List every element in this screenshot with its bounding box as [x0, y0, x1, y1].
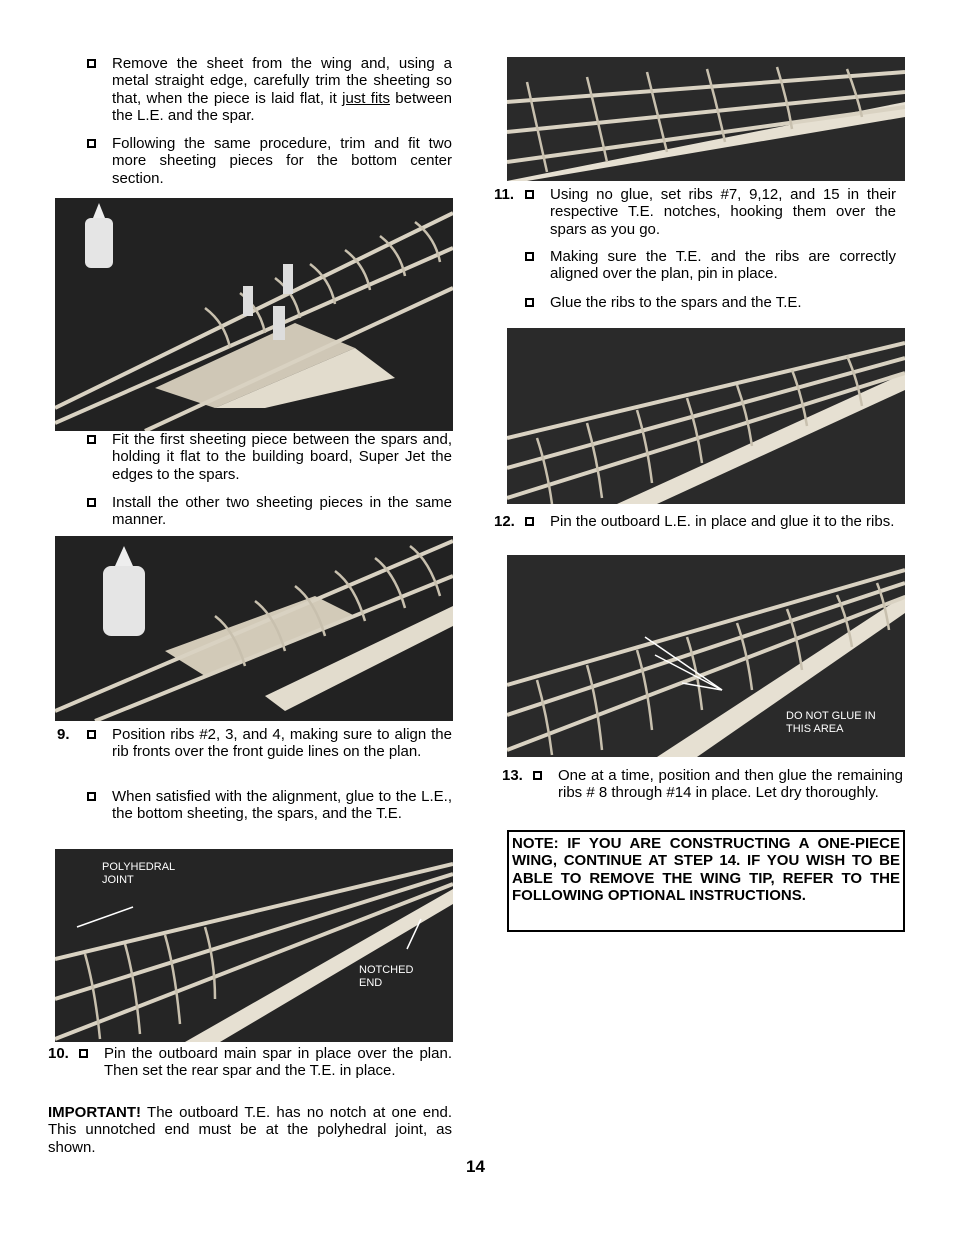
checkbox[interactable] — [87, 498, 96, 507]
underlined-just-fits: just fits — [342, 89, 390, 107]
checkbox[interactable] — [87, 730, 96, 739]
paragraph-step10: Pin the outboard main spar in place over the plan. Then set the rear spar and the T.E. in place. — [104, 1045, 452, 1080]
photo-sheeting-center-section — [55, 198, 453, 431]
paragraph-step11-glue: Glue the ribs to the spars and the T.E. — [550, 294, 802, 311]
checkbox[interactable] — [525, 190, 534, 199]
photo-outboard-spar — [55, 849, 453, 1042]
wing-frame-illustration — [55, 198, 453, 431]
paragraph-step9-position: Position ribs #2, 3, and 4, making sure to align the rib fronts over the front guide lines on the plan. — [112, 726, 452, 761]
step-number-13: 13. — [502, 767, 523, 784]
checkbox[interactable] — [87, 139, 96, 148]
step-number-11: 11. — [494, 186, 515, 203]
checkbox[interactable] — [87, 792, 96, 801]
step-number-10: 10. — [48, 1045, 69, 1062]
caption-do-not-glue: DO NOT GLUE IN THIS AREA — [786, 710, 876, 735]
step-number-12: 12. — [494, 513, 515, 530]
photo-outboard-le — [507, 555, 905, 757]
wing-frame-illustration — [507, 328, 905, 504]
paragraph-install-others: Install the other two sheeting pieces in the same manner. — [112, 494, 452, 529]
checkbox[interactable] — [525, 298, 534, 307]
paragraph-trim-sheet: Remove the sheet from the wing and, using a metal straight edge, carefully trim the sheeting so that, when the piece is laid flat, it just fits between the L.E. and the spar. — [112, 55, 452, 124]
paragraph-step12: Pin the outboard L.E. in place and glue it to the ribs. — [550, 513, 895, 530]
paragraph-fit-two-more: Following the same procedure, trim and fit two more sheeting pieces for the bottom center section. — [112, 135, 452, 187]
paragraph-step11-align: Making sure the T.E. and the ribs are correctly aligned over the plan, pin in place. — [550, 248, 896, 283]
checkbox[interactable] — [525, 517, 534, 526]
paragraph-step13: One at a time, position and then glue the remaining ribs # 8 through #14 in place. Let dry thoroughly. — [558, 767, 903, 802]
checkbox[interactable] — [79, 1049, 88, 1058]
step-number-9: 9. — [57, 726, 70, 743]
photo-sheeting-installed — [55, 536, 453, 721]
caption-polyhedral-joint: POLYHEDRAL JOINT — [102, 861, 175, 886]
checkbox[interactable] — [87, 59, 96, 68]
note-text: NOTE: IF YOU ARE CONSTRUCTING A ONE-PIECE WING, CONTINUE AT STEP 14. IF YOU WISH TO BE ABLE TO REMOVE THE WING TIP, REFER TO THE FOLLOWING OPTIONAL INSTRUCTIONS. — [512, 835, 900, 904]
checkbox[interactable] — [533, 771, 542, 780]
important-label: IMPORTANT! — [48, 1104, 142, 1121]
wing-frame-illustration — [507, 57, 905, 181]
paragraph-fit-first-sheeting: Fit the first sheeting piece between the spars and, holding it flat to the building board, Super Jet the edges to the spars. — [112, 431, 452, 483]
page-number: 14 — [466, 1157, 485, 1176]
photo-ribs-glued — [507, 328, 905, 504]
paragraph-step11-set-ribs: Using no glue, set ribs #7, 9,12, and 15 in their respective T.E. notches, hooking them over the spars as you go. — [550, 186, 896, 238]
note-box — [507, 830, 905, 932]
wing-frame-illustration — [55, 536, 453, 721]
caption-notched-end: NOTCHED END — [359, 964, 414, 989]
paragraph-step9-glue: When satisfied with the alignment, glue to the L.E., the bottom sheeting, the spars, and the T.E. — [112, 788, 452, 823]
photo-ribs-set — [507, 57, 905, 181]
checkbox[interactable] — [525, 252, 534, 261]
checkbox[interactable] — [87, 435, 96, 444]
paragraph-important: IMPORTANT! The outboard T.E. has no notch at one end. This unnotched end must be at the polyhedral joint, as shown. — [48, 1104, 452, 1156]
